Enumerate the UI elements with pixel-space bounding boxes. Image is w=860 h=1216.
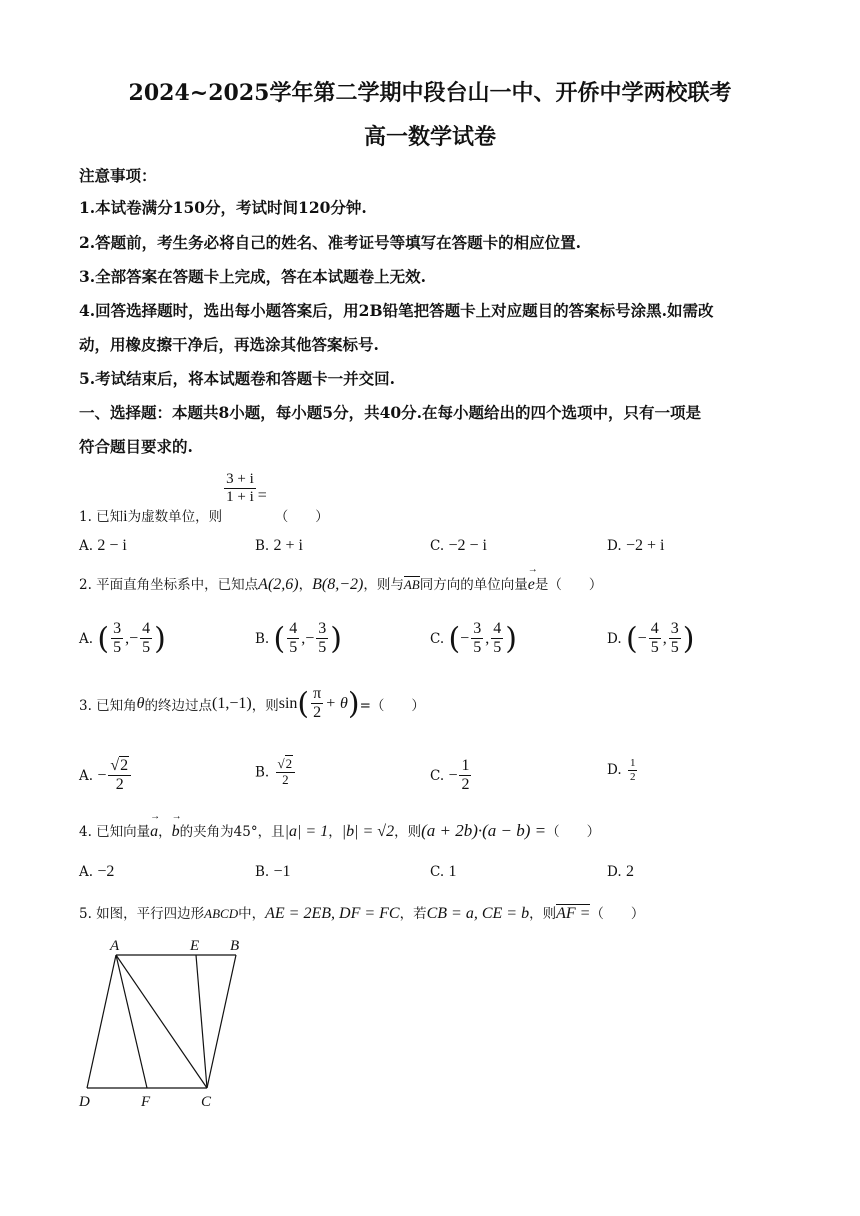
label-f: F bbox=[141, 1094, 151, 1110]
q1-option-a: A. 2 − i bbox=[79, 537, 127, 554]
section-1-heading: 一、选择题：本题共8小题，每小题5分，共40分.在每小题给出的四个选项中，只有一项是 bbox=[79, 403, 702, 422]
q2-option-a: A. ( $\frac{3}{5}$ ,− $\frac{4}{5}$ ) bbox=[79, 620, 166, 657]
notice-item-5: 5.考试结束后，将本试题卷和答题卡一并交回. bbox=[79, 369, 396, 388]
label-c: C bbox=[201, 1094, 212, 1110]
segment-af bbox=[116, 955, 147, 1088]
segment-ac bbox=[116, 955, 207, 1088]
segment-ec bbox=[196, 955, 207, 1088]
notice-item-2: 2.答题前，考生务必将自己的姓名、准考证号等填写在答题卡的相应位置. bbox=[79, 233, 582, 252]
edge-bc bbox=[207, 955, 236, 1088]
notice-item-1: 1.本试卷满分150分，考试时间120分钟. bbox=[79, 198, 367, 217]
q2-option-d: D. (− $\frac{4}{5}$ , $\frac{3}{5}$ ) bbox=[607, 620, 695, 657]
question-2: 2. 平面直角坐标系中，已知点A(2,6)，B(8,−2)，则与AB同方向的单位向量→ e是（ ） bbox=[79, 573, 602, 594]
q3-option-d: D. $\frac{1}{2}$ bbox=[607, 757, 636, 783]
q4-option-b: B. −1 bbox=[255, 863, 291, 880]
q2-option-b: B. ( $\frac{4}{5}$ ,− $\frac{3}{5}$ ) bbox=[255, 620, 342, 657]
q4-option-c: C. 1 bbox=[430, 863, 457, 880]
q1-option-b: B. 2 + i bbox=[255, 537, 303, 554]
q3-option-c: C. − $\frac{1}{2}$ bbox=[430, 757, 470, 794]
q4-option-d: D. 2 bbox=[607, 863, 634, 880]
notice-heading: 注意事项： bbox=[79, 166, 157, 185]
edge-da bbox=[87, 955, 116, 1088]
q3-option-b: B. $\frac{√2}{2}$ bbox=[255, 757, 297, 788]
label-b: B bbox=[230, 938, 240, 954]
q1-option-c: C. −2 − i bbox=[430, 537, 487, 554]
label-e: E bbox=[190, 938, 200, 954]
question-5: 5. 如图，平行四边形ABCD中，AE = 2EB, DF = FC，若CB = a, CE = b，则AF =（ ） bbox=[79, 905, 645, 922]
question-4: 4. 已知向量→ a，→ b的夹角为45°，且|a| = 1，|b| = √2，则(a + 2b)·(a − b) =（ ） bbox=[79, 820, 600, 841]
q1-fraction: $\frac{3 + i}{1 + i}$ bbox=[226, 471, 254, 506]
notice-item-4: 4.回答选择题时，选出每小题答案后，用2B铅笔把答题卡上对应题目的答案标号涂黑.如需改 bbox=[79, 301, 714, 320]
q1-option-d: D. −2 + i bbox=[607, 537, 665, 554]
label-a: A bbox=[110, 938, 120, 954]
q4-option-a: A. −2 bbox=[79, 863, 115, 880]
exam-title-line1: 2024~2025学年第二学期中段台山一中、开侨中学两校联考 bbox=[128, 80, 732, 106]
parallelogram-figure bbox=[70, 935, 260, 1115]
question-1: 1. 已知i为虚数单位，则 $\frac{3 + i}{1 + i}$ =（ ） bbox=[79, 471, 329, 526]
q3-option-a: A. − $\frac{√2}{2}$ bbox=[79, 757, 133, 795]
question-3: 3. 已知角θ的终边过点(1,−1)，则sin( $\frac{\pi}{2}$ + θ)=（ ） bbox=[79, 685, 425, 722]
notice-item-3: 3.全部答案在答题卡上完成，答在本试题卷上无效. bbox=[79, 267, 427, 286]
label-d: D bbox=[79, 1094, 90, 1110]
exam-title-line2: 高一数学试卷 bbox=[363, 124, 496, 150]
q2-option-c: C. (− $\frac{3}{5}$ , $\frac{4}{5}$ ) bbox=[430, 620, 517, 657]
notice-item-4-cont: 动，用橡皮擦干净后，再选涂其他答案标号. bbox=[79, 335, 379, 354]
section-1-heading-cont: 符合题目要求的. bbox=[79, 437, 193, 456]
